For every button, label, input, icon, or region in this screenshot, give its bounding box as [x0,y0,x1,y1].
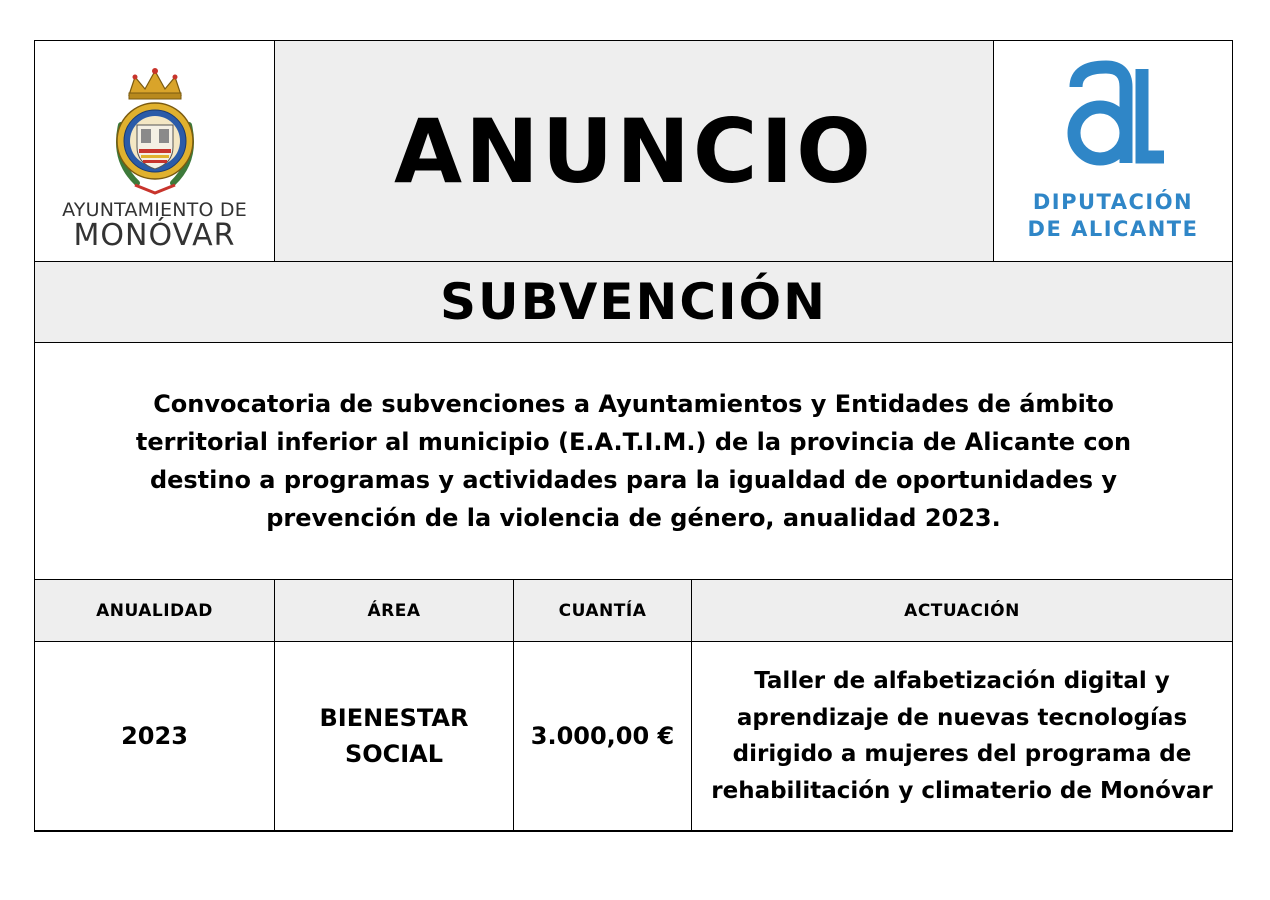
ayuntamiento-label: AYUNTAMIENTO DE [62,199,247,221]
ayuntamiento-logo [35,41,274,261]
column-header-area: ÁREA [274,580,513,641]
description-cell [35,343,1232,579]
diputacion-name-line2: DE ALICANTE [1027,217,1199,241]
column-header-cuantia: CUANTÍA [513,580,691,641]
cell-cuantia: 3.000,00 € [513,642,691,830]
subtitle-cell [35,262,1232,342]
header-row [34,40,1233,261]
subtitle-row [34,261,1233,342]
description-text: Convocatoria de subvenciones a Ayuntamientos y Entidades de ámbito territorial inferior al municipio (E.A.T.I.M.) de la provincia de Alicante con destino a programas y actividades para la igualdad de oportunidades y prevención de la violencia de género, anualidad 2023. [135,390,1132,532]
column-header-anualidad: ANUALIDAD [96,600,213,621]
diputacion-name-line1: DIPUTACIÓN [1032,190,1194,214]
town-name: MONÓVAR [73,218,236,253]
description-row [34,342,1233,579]
table-header-row [34,579,1233,641]
diputacion-al-logo-icon [1058,59,1168,177]
announcement-sheet [34,40,1233,832]
monovar-coat-of-arms-icon [107,65,203,197]
title-cell [274,41,993,261]
subtitle: SUBVENCIÓN [439,273,828,331]
column-header-actuacion: ACTUACIÓN [691,580,1232,641]
cell-actuacion: Taller de alfabetización digital y aprendizaje de nuevas tecnologías dirigido a mujeres del programa de rehabilitación y climaterio de Monóvar [691,642,1232,830]
cell-area [274,642,513,830]
diputacion-logo [993,41,1232,261]
page-title: ANUNCIO [394,99,874,203]
cell-area-text: BIENESTAR SOCIAL [319,704,469,768]
table-row [34,641,1233,832]
cell-anualidad: 2023 [121,722,188,750]
